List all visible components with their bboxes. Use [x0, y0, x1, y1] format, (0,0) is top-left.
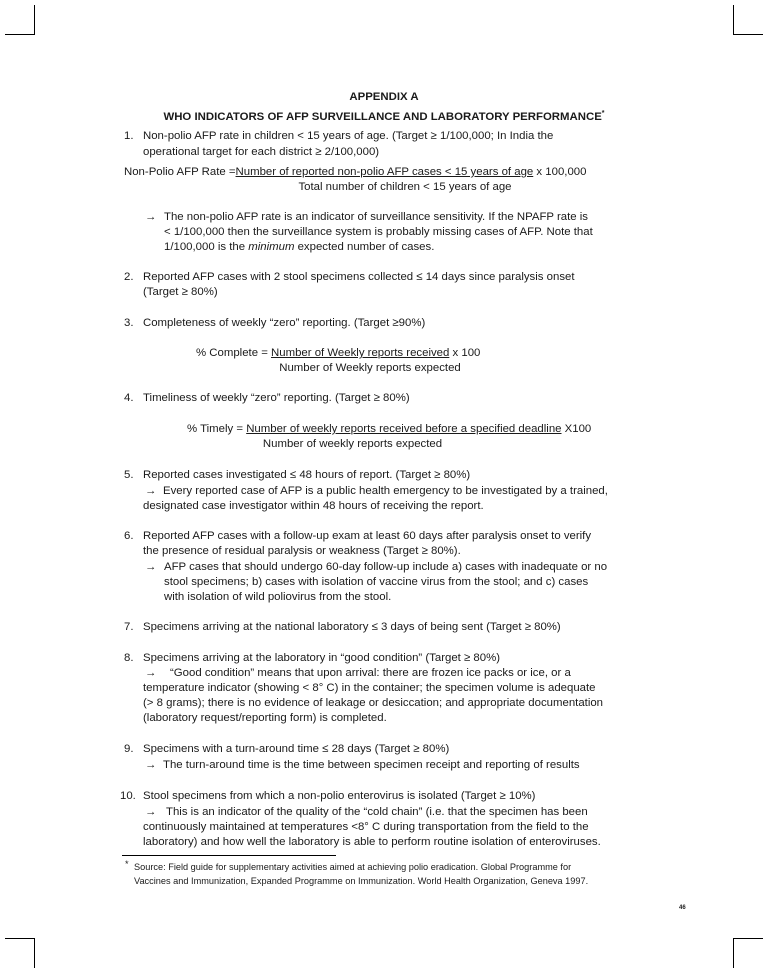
item-text: Reported AFP cases with a follow-up exam at least 60 days after paralysis onset to verify	[143, 530, 592, 542]
note-text: Every reported case of AFP is a public health emergency to be investigated by a trained,	[163, 485, 608, 497]
item-text: the presence of residual paralysis or weakness (Target ≥ 80%).	[143, 545, 461, 557]
formula-denominator: Total number of children < 15 years of age	[298, 181, 512, 193]
footnote-text: Source: Field guide for supplementary activities aimed at achieving polio eradication. Global Programme for	[134, 862, 572, 872]
item-text: Stool specimens from which a non-polio enterovirus is isolated (Target ≥ 10%)	[143, 790, 536, 802]
note-text: temperature indicator (showing < 8° C) in the container; the specimen volume is adequate	[143, 682, 596, 694]
item-text: (Target ≥ 80%)	[143, 286, 218, 298]
footnote-text: Vaccines and Immunization, Expanded Programme on Immunization. World Health Organization, Geneva 1997.	[134, 876, 589, 886]
note-text: “Good condition” means that upon arrival: there are frozen ice packs or ice, or a	[170, 667, 571, 679]
item-text: Timeliness of weekly “zero” reporting. (Target ≥ 80%)	[143, 392, 410, 404]
note-text: This is an indicator of the quality of the “cold chain” (i.e. that the specimen has been	[166, 806, 588, 818]
note-text: stool specimens; b) cases with isolation of vaccine virus from the stool; and c) cases	[164, 576, 589, 588]
page-number: 46	[679, 905, 686, 911]
item-number: 8.	[124, 652, 134, 664]
note-text: < 1/100,000 then the surveillance system is probably missing cases of AFP. Note that	[164, 226, 593, 238]
formula-numerator-line: % Complete = Number of Weekly reports received x 100	[196, 347, 481, 359]
arrow-icon: →	[145, 806, 157, 818]
footnote-rule	[122, 855, 336, 856]
item-text: Specimens with a turn-around time ≤ 28 days (Target ≥ 80%)	[143, 743, 450, 755]
item-number: 9.	[124, 743, 134, 755]
item-number: 1.	[124, 130, 134, 142]
arrow-icon: →	[145, 561, 157, 573]
note-text: 1/100,000 is the minimum expected number of cases.	[164, 241, 435, 253]
item-text: Specimens arriving at the laboratory in “good condition” (Target ≥ 80%)	[143, 652, 501, 664]
arrow-icon: →	[145, 759, 157, 771]
item-text: Specimens arriving at the national laboratory ≤ 3 days of being sent (Target ≥ 80%)	[143, 621, 561, 633]
appendix-subtitle: WHO INDICATORS OF AFP SURVEILLANCE AND LABORATORY PERFORMANCE*	[163, 110, 605, 123]
note-text: AFP cases that should undergo 60-day follow-up include a) cases with inadequate or no	[164, 561, 608, 573]
note-text: laboratory) and how well the laboratory is able to perform routine isolation of enteroviruses.	[143, 836, 601, 848]
item-number: 3.	[124, 317, 134, 329]
appendix-title: APPENDIX A	[349, 91, 419, 103]
item-text: Reported cases investigated ≤ 48 hours of report. (Target ≥ 80%)	[143, 469, 471, 481]
item-number: 2.	[124, 271, 134, 283]
item-text: Non-polio AFP rate in children < 15 years of age. (Target ≥ 1/100,000; In India the	[143, 130, 554, 142]
note-text: (laboratory request/reporting form) is completed.	[143, 712, 387, 724]
arrow-icon: →	[145, 211, 157, 223]
formula-denominator: Number of Weekly reports expected	[279, 362, 461, 374]
note-text: continuously maintained at temperatures <8° C during transportation from the field to the	[143, 821, 589, 833]
footnote-mark: *	[125, 859, 129, 869]
item-number: 10.	[120, 790, 136, 802]
note-text: The turn-around time is the time between specimen receipt and reporting of results	[163, 759, 580, 771]
formula-numerator-line: Non-Polio AFP Rate =Number of reported non-polio AFP cases < 15 years of age x 100,000	[124, 166, 587, 178]
arrow-icon: →	[145, 667, 157, 679]
note-text: with isolation of wild poliovirus from the stool.	[164, 591, 392, 603]
arrow-icon: →	[145, 485, 157, 497]
formula-denominator: Number of weekly reports expected	[262, 438, 443, 450]
note-text: designated case investigator within 48 hours of receiving the report.	[143, 500, 484, 512]
item-number: 5.	[124, 469, 134, 481]
note-text: (> 8 grams); there is no evidence of leakage or desiccation; and appropriate documentation	[143, 697, 604, 709]
formula-numerator-line: % Timely = Number of weekly reports received before a specified deadline X100	[187, 423, 592, 435]
item-text: operational target for each district ≥ 2/100,000)	[143, 146, 380, 158]
item-text: Completeness of weekly “zero” reporting. (Target ≥90%)	[143, 317, 426, 329]
note-text: The non-polio AFP rate is an indicator of surveillance sensitivity. If the NPAFP rate is	[164, 211, 588, 223]
item-number: 6.	[124, 530, 134, 542]
item-number: 4.	[124, 392, 134, 404]
item-text: Reported AFP cases with 2 stool specimens collected ≤ 14 days since paralysis onset	[143, 271, 575, 283]
item-number: 7.	[124, 621, 134, 633]
